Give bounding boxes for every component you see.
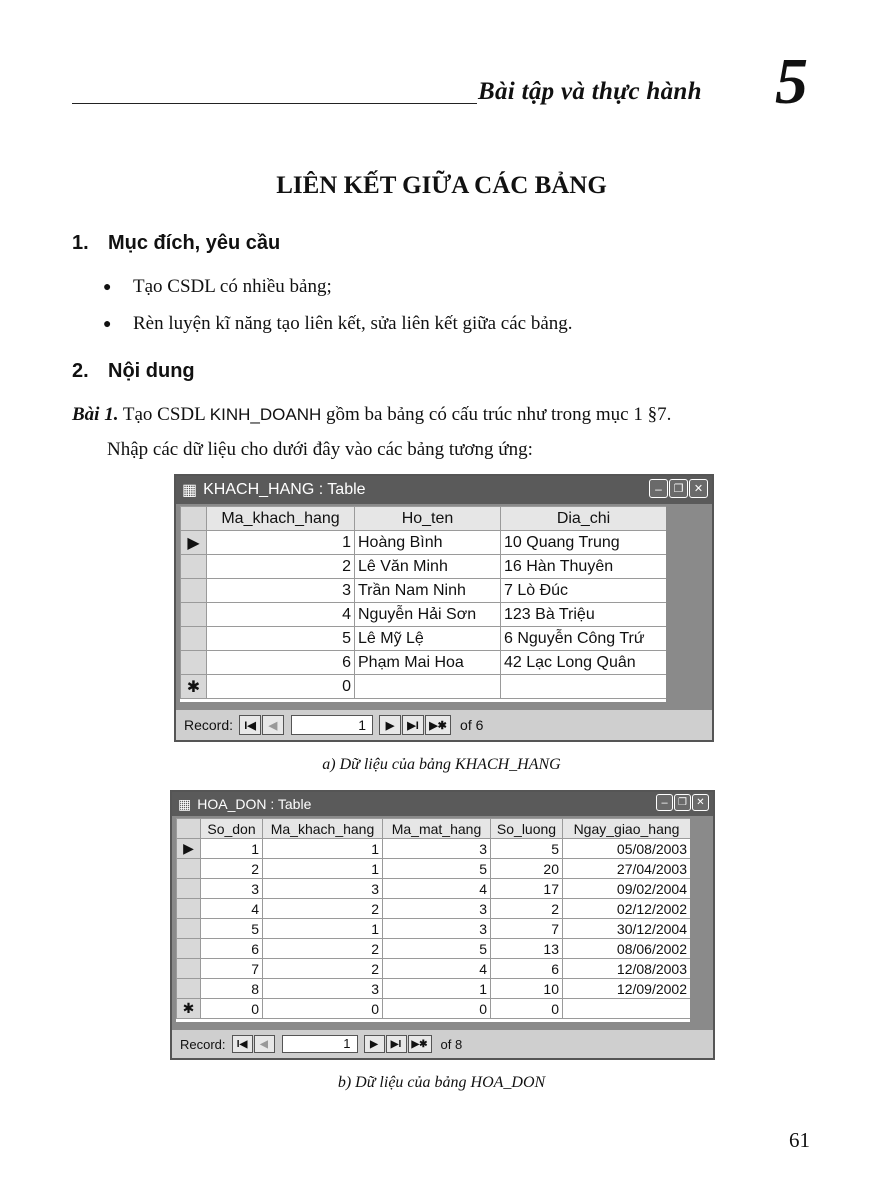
header-row	[177, 819, 691, 839]
cell[interactable]: 5	[383, 859, 491, 879]
khach-hang-table	[180, 506, 666, 699]
table-row	[177, 919, 691, 939]
cell[interactable]: 0	[491, 999, 563, 1019]
bullet-text: Rèn luyện kĩ năng tạo liên kết, sửa liên kết giữa các bảng.	[133, 313, 573, 334]
next-record-icon[interactable]: ▶	[379, 715, 401, 735]
cell[interactable]: 2	[263, 959, 383, 979]
bullet-item	[103, 276, 332, 298]
page-number: 61	[789, 1128, 810, 1152]
row-selector[interactable]	[177, 899, 201, 919]
table-icon: ▦	[178, 795, 192, 812]
row-selector[interactable]	[181, 579, 207, 603]
next-record-icon[interactable]: ▶	[364, 1035, 385, 1053]
table-row	[181, 603, 667, 627]
column-header[interactable]: Dia_chi	[501, 507, 667, 531]
record-count: of 6	[460, 717, 484, 733]
cell[interactable]: 3	[383, 839, 491, 859]
new-record-icon[interactable]: ✱	[181, 675, 207, 699]
row-selector[interactable]	[181, 603, 207, 627]
cell[interactable]: 0	[207, 675, 355, 699]
hoa-don-window	[170, 790, 715, 1060]
page-title: LIÊN KẾT GIỮA CÁC BẢNG	[276, 172, 607, 199]
table-row	[181, 555, 667, 579]
cell[interactable]: 20	[491, 859, 563, 879]
cell[interactable]: 7	[201, 959, 263, 979]
section-1-number: 1.	[72, 232, 89, 254]
table-row	[181, 651, 667, 675]
cell[interactable]: 1	[207, 531, 355, 555]
record-number-input[interactable]: 1	[282, 1035, 358, 1053]
new-record-row	[181, 675, 667, 699]
caption-b: b) Dữ liệu của bảng HOA_DON	[337, 1074, 546, 1091]
column-header[interactable]: Ma_mat_hang	[383, 819, 491, 839]
cell[interactable]: 5	[201, 919, 263, 939]
cell[interactable]: 1	[263, 839, 383, 859]
cell[interactable]: 5	[491, 839, 563, 859]
khach-hang-window	[174, 474, 714, 742]
cell[interactable]: Trần Nam Ninh	[355, 579, 501, 603]
cell[interactable]: 2	[207, 555, 355, 579]
row-selector[interactable]	[177, 979, 201, 999]
exercise-text-before: Tạo CSDL	[122, 404, 206, 425]
section-2-title: Nội dung	[108, 360, 195, 382]
cell[interactable]: 05/08/2003	[563, 839, 691, 859]
cell[interactable]: 13	[491, 939, 563, 959]
exercise-line-2: Nhập các dữ liệu cho dưới đây vào các bảng tương ứng:	[107, 439, 533, 460]
bullet-item	[103, 313, 573, 335]
table-row	[177, 979, 691, 999]
close-icon[interactable]: ✕	[689, 479, 708, 498]
cell[interactable]: 2	[201, 859, 263, 879]
header-rule	[72, 103, 477, 104]
cell[interactable]: 3	[263, 879, 383, 899]
bullet-dot-icon: ●	[103, 279, 112, 295]
hoa-don-table	[176, 818, 690, 1019]
cell[interactable]: 42 Lạc Long Quân	[501, 651, 667, 675]
cell[interactable]: Hoàng Bình	[355, 531, 501, 555]
new-record-icon[interactable]: ✱	[177, 999, 201, 1019]
last-record-icon[interactable]: ▶I	[402, 715, 424, 735]
section-2-heading	[72, 360, 195, 383]
cell[interactable]: 5	[207, 627, 355, 651]
column-header[interactable]: Ma_khach_hang	[263, 819, 383, 839]
cell[interactable]: 123 Bà Triệu	[501, 603, 667, 627]
previous-record-icon[interactable]: ◀	[254, 1035, 275, 1053]
bullet-text: Tạo CSDL có nhiều bảng;	[133, 276, 332, 297]
cell[interactable]: 7 Lò Đúc	[501, 579, 667, 603]
cell[interactable]: 1	[383, 979, 491, 999]
row-selector[interactable]	[177, 919, 201, 939]
select-all-corner[interactable]	[181, 507, 207, 531]
cell[interactable]: Lê Văn Minh	[355, 555, 501, 579]
cell[interactable]: 3	[207, 579, 355, 603]
table-row	[177, 839, 691, 859]
bullet-dot-icon: ●	[103, 316, 112, 332]
datasheet-grid	[176, 818, 690, 1022]
exercise-label: Bài 1.	[72, 404, 119, 425]
cell[interactable]: 0	[201, 999, 263, 1019]
chapter-title: Bài tập và thực hành	[478, 78, 702, 105]
cell[interactable]: 2	[491, 899, 563, 919]
column-header[interactable]: Ho_ten	[355, 507, 501, 531]
table-row	[181, 627, 667, 651]
cell[interactable]: 6	[201, 939, 263, 959]
cell[interactable]: 3	[383, 899, 491, 919]
cell[interactable]: 30/12/2004	[563, 919, 691, 939]
section-1-heading	[72, 232, 280, 255]
cell[interactable]: 1	[201, 839, 263, 859]
cell[interactable]: Phạm Mai Hoa	[355, 651, 501, 675]
cell[interactable]: 12/09/2002	[563, 979, 691, 999]
table-row	[177, 859, 691, 879]
minimize-icon[interactable]: –	[649, 479, 668, 498]
cell[interactable]: 8	[201, 979, 263, 999]
cell[interactable]: 10	[491, 979, 563, 999]
cell[interactable]: 6	[491, 959, 563, 979]
restore-icon[interactable]: ❐	[674, 794, 691, 811]
column-header[interactable]: So_don	[201, 819, 263, 839]
new-record-button-icon[interactable]: ▶✱	[425, 715, 451, 735]
cell[interactable]: 4	[383, 879, 491, 899]
table-icon: ▦	[182, 482, 198, 499]
cell[interactable]: 2	[263, 899, 383, 919]
first-record-icon[interactable]: I◀	[239, 715, 261, 735]
close-icon[interactable]: ✕	[692, 794, 709, 811]
table-row	[181, 531, 667, 555]
cell[interactable]	[355, 675, 501, 699]
cell[interactable]: 6	[207, 651, 355, 675]
exercise-line-1	[72, 404, 671, 426]
cell[interactable]: 16 Hàn Thuyên	[501, 555, 667, 579]
previous-record-icon[interactable]: ◀	[262, 715, 284, 735]
cell[interactable]: 17	[491, 879, 563, 899]
cell[interactable]: 4	[207, 603, 355, 627]
cell[interactable]: 7	[491, 919, 563, 939]
table-row	[177, 899, 691, 919]
cell[interactable]: 3	[383, 919, 491, 939]
window-controls	[649, 479, 708, 498]
column-header[interactable]: Ngay_giao_hang	[563, 819, 691, 839]
window-controls	[656, 794, 709, 811]
record-label: Record:	[180, 1036, 226, 1052]
table-row	[181, 579, 667, 603]
first-record-icon[interactable]: I◀	[232, 1035, 253, 1053]
row-selector[interactable]	[177, 939, 201, 959]
cell[interactable]	[501, 675, 667, 699]
cell[interactable]: 2	[263, 939, 383, 959]
row-selector[interactable]	[181, 555, 207, 579]
cell[interactable]: 08/06/2002	[563, 939, 691, 959]
record-label: Record:	[184, 717, 234, 733]
record-navigation-bar	[176, 710, 712, 740]
record-navigation-bar	[172, 1030, 713, 1058]
row-selector[interactable]	[177, 959, 201, 979]
cell[interactable]: 4	[383, 959, 491, 979]
cell[interactable]: 02/12/2002	[563, 899, 691, 919]
cell[interactable]: 5	[383, 939, 491, 959]
window-title: HOA_DON : Table	[197, 796, 312, 812]
window-titlebar[interactable]	[172, 792, 713, 816]
cell[interactable]: 09/02/2004	[563, 879, 691, 899]
section-2-number: 2.	[72, 360, 89, 382]
cell[interactable]: Nguyễn Hải Sơn	[355, 603, 501, 627]
window-title: KHACH_HANG : Table	[203, 481, 366, 498]
row-selector[interactable]	[181, 651, 207, 675]
new-record-row	[177, 999, 691, 1019]
table-row	[177, 939, 691, 959]
cell[interactable]: 1	[263, 859, 383, 879]
cell[interactable]: 6 Nguyễn Công Trứ	[501, 627, 667, 651]
cell[interactable]: 4	[201, 899, 263, 919]
datasheet-grid	[180, 506, 666, 702]
cell[interactable]: 0	[263, 999, 383, 1019]
cell[interactable]: 1	[263, 919, 383, 939]
current-record-icon[interactable]: ▶	[177, 839, 201, 859]
cell[interactable]: 0	[383, 999, 491, 1019]
row-selector[interactable]	[177, 859, 201, 879]
cell[interactable]	[563, 999, 691, 1019]
database-name: KINH_DOANH	[209, 405, 322, 424]
header-row	[181, 507, 667, 531]
cell[interactable]: 3	[201, 879, 263, 899]
column-header[interactable]: So_luong	[491, 819, 563, 839]
cell[interactable]: 12/08/2003	[563, 959, 691, 979]
record-number-input[interactable]: 1	[291, 715, 373, 735]
row-selector[interactable]	[177, 879, 201, 899]
cell[interactable]: 27/04/2003	[563, 859, 691, 879]
caption-a: a) Dữ liệu của bảng KHACH_HANG	[322, 756, 561, 773]
last-record-icon[interactable]: ▶I	[386, 1035, 407, 1053]
chapter-number: 5	[775, 45, 808, 118]
exercise-text-after: gồm ba bảng có cấu trúc như trong mục 1 §7.	[326, 404, 672, 425]
table-row	[177, 959, 691, 979]
table-row	[177, 879, 691, 899]
section-1-title: Mục đích, yêu cầu	[108, 232, 281, 254]
cell[interactable]: 3	[263, 979, 383, 999]
new-record-button-icon[interactable]: ▶✱	[408, 1035, 432, 1053]
select-all-corner[interactable]	[177, 819, 201, 839]
window-titlebar[interactable]	[176, 476, 712, 504]
cell[interactable]: Lê Mỹ Lệ	[355, 627, 501, 651]
column-header[interactable]: Ma_khach_hang	[207, 507, 355, 531]
record-count: of 8	[440, 1036, 463, 1052]
restore-icon[interactable]: ❐	[669, 479, 688, 498]
cell[interactable]: 10 Quang Trung	[501, 531, 667, 555]
row-selector[interactable]	[181, 627, 207, 651]
current-record-icon[interactable]: ▶	[181, 531, 207, 555]
minimize-icon[interactable]: –	[656, 794, 673, 811]
